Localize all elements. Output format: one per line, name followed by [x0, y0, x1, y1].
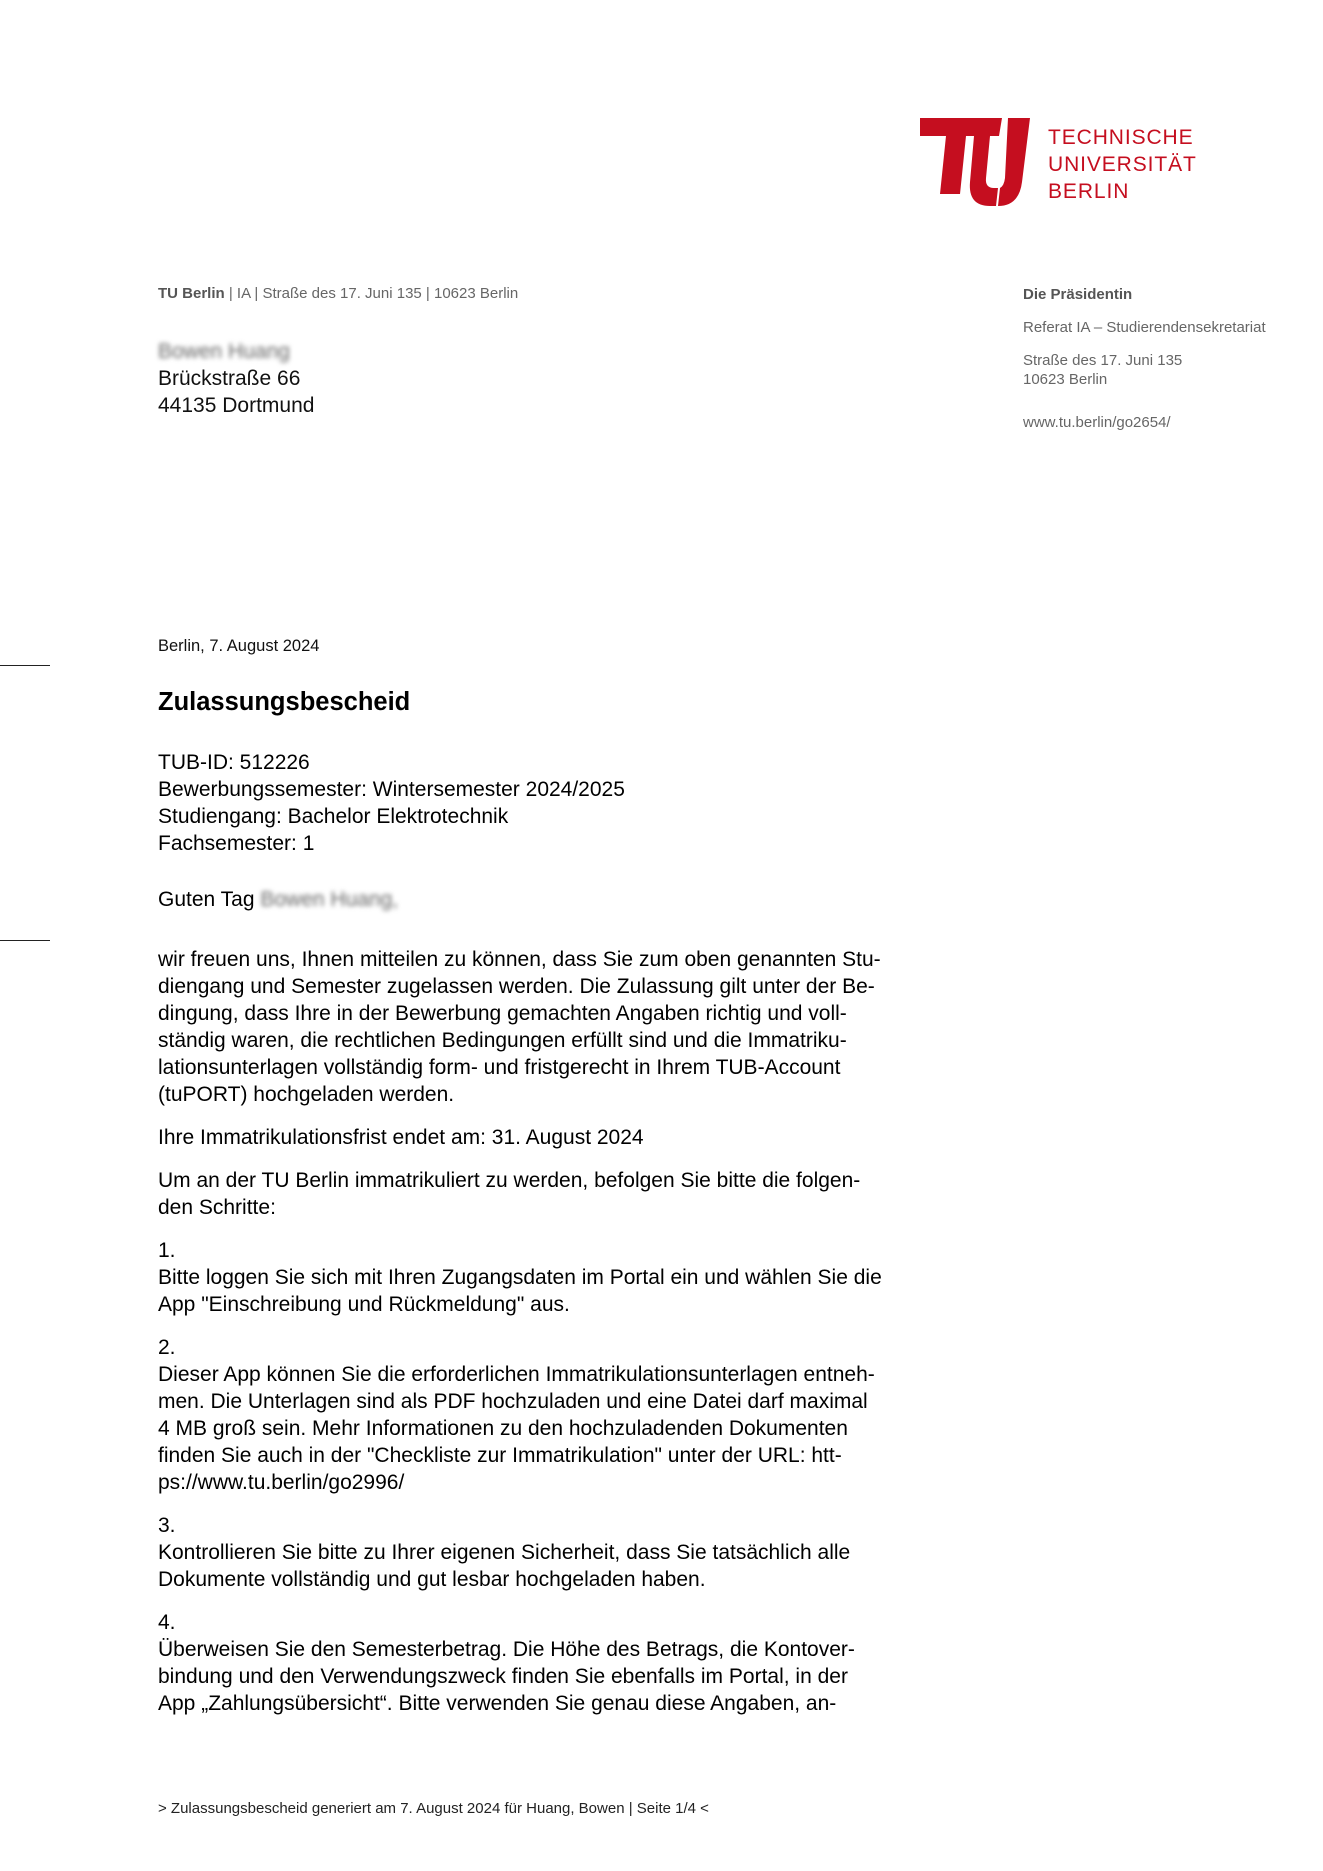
recipient-street: Brückstraße 66 — [158, 367, 301, 390]
recipient-city: 44135 Dortmund — [158, 394, 315, 417]
recipient-address — [158, 338, 314, 419]
tub-id: TUB-ID: 512226 — [158, 751, 310, 774]
paragraph-line: lationsunterlagen vollständig form- und fristgerecht in Ihrem TUB-Account — [158, 1056, 841, 1079]
paragraph-line: Dieser App können Sie die erforderlichen Immatrikulationsunterlagen entneh- — [158, 1363, 875, 1386]
info-street: Straße des 17. Juni 135 — [1023, 352, 1183, 369]
paragraph-gap — [158, 1496, 938, 1512]
paragraph-line: Überweisen Sie den Semesterbetrag. Die Höhe des Betrags, die Kontover- — [158, 1638, 855, 1661]
paragraph-line: wir freuen uns, Ihnen mitteilen zu können, dass Sie zum oben genannten Stu- — [158, 948, 881, 971]
tu-berlin-logo — [918, 116, 1197, 212]
study-program: Studiengang: Bachelor Elektrotechnik — [158, 805, 509, 828]
greeting-name: Bowen Huang, — [260, 888, 399, 911]
paragraph-line: 1. — [158, 1239, 176, 1262]
paragraph-line: 4 MB groß sein. Mehr Informationen zu den hochzuladenden Dokumenten — [158, 1417, 848, 1440]
paragraph-line: 3. — [158, 1514, 176, 1537]
paragraph-line: ps://www.tu.berlin/go2996/ — [158, 1471, 405, 1494]
logo-wordmark — [1048, 124, 1197, 205]
paragraph — [158, 1334, 938, 1496]
paragraph — [158, 946, 938, 1108]
paragraph-line: Kontrollieren Sie bitte zu Ihrer eigenen Sicherheit, dass Sie tatsächlich alle — [158, 1541, 851, 1564]
paragraph-line: 2. — [158, 1336, 176, 1359]
letter-body — [158, 946, 938, 1717]
sender-address-line — [158, 285, 518, 302]
fold-mark — [0, 940, 50, 941]
paragraph-line: (tuPORT) hochgeladen werden. — [158, 1083, 455, 1106]
application-semester: Bewerbungssemester: Wintersemester 2024/2025 — [158, 778, 625, 801]
info-city: 10623 Berlin — [1023, 371, 1108, 388]
info-department: Referat IA – Studierendensekretariat — [1023, 319, 1266, 336]
fold-mark — [0, 665, 50, 666]
letter-title: Zulassungsbescheid — [158, 688, 411, 716]
tu-logo-mark-icon — [918, 116, 1038, 208]
paragraph — [158, 1237, 938, 1318]
paragraph-line: bindung und den Verwendungszweck finden Sie ebenfalls im Portal, in der — [158, 1665, 848, 1688]
letter-date: Berlin, 7. August 2024 — [158, 637, 320, 655]
paragraph-gap — [158, 1151, 938, 1167]
recipient-name: Bowen Huang — [158, 340, 290, 363]
paragraph-gap — [158, 1221, 938, 1237]
paragraph-line: men. Die Unterlagen sind als PDF hochzuladen und eine Datei darf maximal — [158, 1390, 868, 1413]
paragraph — [158, 1512, 938, 1593]
paragraph-line: den Schritte: — [158, 1196, 276, 1219]
greeting-prefix: Guten Tag — [158, 888, 261, 911]
paragraph-line: Um an der TU Berlin immatrikuliert zu werden, befolgen Sie bitte die folgen- — [158, 1169, 861, 1192]
page-footer: > Zulassungsbescheid generiert am 7. August 2024 für Huang, Bowen | Seite 1/4 < — [158, 1800, 709, 1817]
paragraph-line: diengang und Semester zugelassen werden. Die Zulassung gilt unter der Be- — [158, 975, 875, 998]
paragraph-line: finden Sie auch in der "Checkliste zur Immatrikulation" unter der URL: htt- — [158, 1444, 842, 1467]
paragraph-line: App „Zahlungsübersicht“. Bitte verwenden Sie genau diese Angaben, an- — [158, 1692, 837, 1715]
logo-line: UNIVERSITÄT — [1048, 153, 1197, 176]
info-title: Die Präsidentin — [1023, 286, 1133, 303]
paragraph-gap — [158, 1108, 938, 1124]
subject-semester: Fachsemester: 1 — [158, 832, 315, 855]
sender-address: | IA | Straße des 17. Juni 135 | 10623 Berlin — [224, 285, 519, 302]
application-details — [158, 749, 625, 857]
logo-line: TECHNISCHE — [1048, 126, 1194, 149]
paragraph-line: Dokumente vollständig und gut lesbar hochgeladen haben. — [158, 1568, 706, 1591]
sender-name: TU Berlin — [158, 285, 225, 302]
logo-line: BERLIN — [1048, 180, 1130, 203]
paragraph-line: ständig waren, die rechtlichen Bedingungen erfüllt sind und die Immatriku- — [158, 1029, 847, 1052]
info-url: www.tu.berlin/go2654/ — [1023, 414, 1171, 431]
paragraph — [158, 1609, 938, 1717]
paragraph-line: 4. — [158, 1611, 176, 1634]
paragraph-line: Ihre Immatrikulationsfrist endet am: 31. August 2024 — [158, 1126, 644, 1149]
paragraph-line: App "Einschreibung und Rückmeldung" aus. — [158, 1293, 570, 1316]
paragraph — [158, 1124, 938, 1151]
paragraph-line: Bitte loggen Sie sich mit Ihren Zugangsdaten im Portal ein und wählen Sie die — [158, 1266, 882, 1289]
paragraph-gap — [158, 1318, 938, 1334]
greeting — [158, 888, 398, 912]
paragraph-line: dingung, dass Ihre in der Bewerbung gemachten Angaben richtig und voll- — [158, 1002, 847, 1025]
paragraph-gap — [158, 1593, 938, 1609]
paragraph — [158, 1167, 938, 1221]
